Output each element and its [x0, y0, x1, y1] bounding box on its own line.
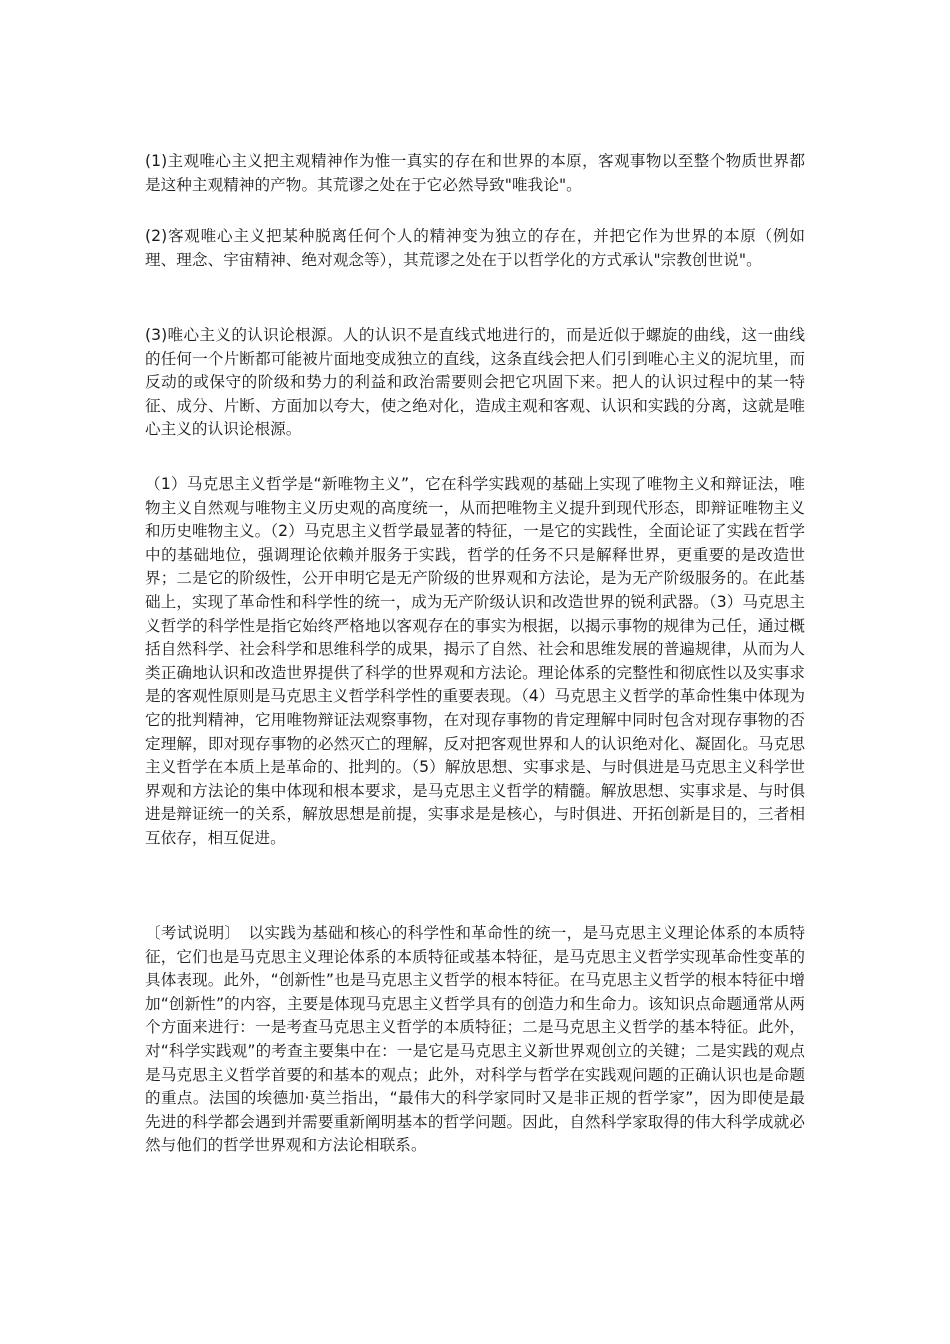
paragraph-objective-idealism: (2)客观唯心主义把某种脱离任何个人的精神变为独立的存在，并把它作为世界的本原（例如理、理念、宇宙精神、绝对观念等），其荒谬之处在于以哲学化的方式承认"宗教创世说"。: [145, 227, 805, 269]
paragraph-marxist-philosophy-features: （1）马克思主义哲学是“新唯物主义”，它在科学实践观的基础上实现了唯物主义和辩证法，唯物主义自然观与唯物主义历史观的高度统一，从而把唯物主义提升到现代形态，即辩证唯物主义和历史唯物主义。（2）马克思主义哲学最显著的特征，一是它的实践性，全面论证了实践在哲学中的基础地位，强调理论依赖并服务于实践，哲学的任务不只是解释世界，更重要的是改造世界；二是它的阶级性，公开申明它是无产阶级的世界观和方法论，是为无产阶级服务的。在此基础上，实现了革命性和科学性的统一，成为无产阶级认识和改造世界的锐利武器。（3）马克思主义哲学的科学性是指它始终严格地以客观存在的事实为根据，以揭示事物的规律为己任，通过概括自然科学、社会科学和思维科学的成果，揭示了自然、社会和思维发展的普遍规律，从而为人类正确地认识和改造世界提供了科学的世界观和方法论。理论体系的完整性和彻底性以及实事求是的客观性原则是马克思主义哲学科学性的重要表现。（4）马克思主义哲学的革命性集中体现为它的批判精神，它用唯物辩证法观察事物，在对现存事物的肯定理解中同时包含对现存事物的否定理解，即对现存事物的必然灭亡的理解，反对把客观世界和人的认识绝对化、凝固化。马克思主义哲学在本质上是革命的、批判的。（5）解放思想、实事求是、与时俱进是马克思主义科学世界观和方法论的集中体现和根本要求，是马克思主义哲学的精髓。解放思想、实事求是、与时俱进是辩证统一的关系，解放思想是前提，实事求是是核心，与时俱进、开拓创新是目的，三者相互依存，相互促进。: [145, 475, 805, 847]
paragraph-exam-notes: 〔考试说明〕 以实践为基础和核心的科学性和革命性的统一，是马克思主义理论体系的本质特征，它们也是马克思主义理论体系的本质特征或基本特征，是马克思主义哲学实现革命性变革的具体表现。此外，“创新性”也是马克思主义哲学的根本特征。在马克思主义哲学的根本特征中增加“创新性”的内容，主要是体现马克思主义哲学具有的创造力和生命力。该知识点命题通常从两个方面来进行：一是考查马克思主义哲学的本质特征；二是马克思主义哲学的基本特征。此外，对“科学实践观”的考查主要集中在：一是它是马克思主义新世界观创立的关键；二是实践的观点是马克思主义哲学首要的和基本的观点；此外，对科学与哲学在实践观问题的正确认识也是命题的重点。法国的埃德加·莫兰指出，“最伟大的科学家同时又是非正规的哲学家”，因为即使是最先进的科学都会遇到并需要重新阐明基本的哲学问题。因此，自然科学家取得的伟大科学成就必然与他们的哲学世界观和方法论相联系。: [145, 924, 805, 1155]
paragraph-subjective-idealism: (1)主观唯心主义把主观精神作为惟一真实的存在和世界的本原，客观事物以至整个物质世界都是这种主观精神的产物。其荒谬之处在于它必然导致"唯我论"。: [145, 152, 805, 194]
paragraph-epistemological-roots: (3)唯心主义的认识论根源。人的认识不是直线式地进行的，而是近似于螺旋的曲线，这一曲线的任何一个片断都可能被片面地变成独立的直线，这条直线会把人们引到唯心主义的泥坑里，而反动的或保守的阶级和势力的利益和政治需要则会把它巩固下来。把人的认识过程中的某一特征、成分、片断、方面加以夸大，使之绝对化，造成主观和客观、认识和实践的分离，这就是唯心主义的认识论根源。: [145, 326, 805, 439]
